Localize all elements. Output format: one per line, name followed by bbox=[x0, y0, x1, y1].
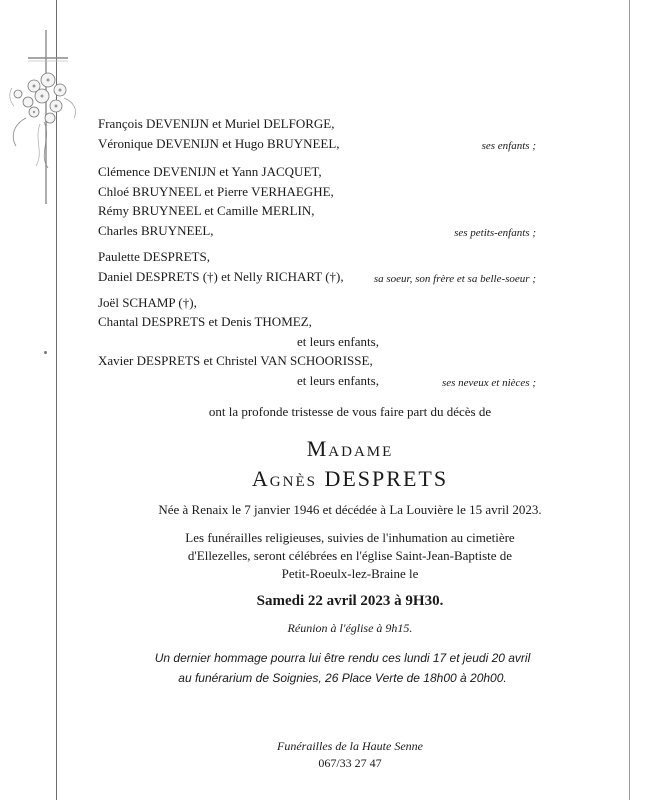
hommage-line: Un dernier hommage pourra lui être rendu ces lundi 17 et jeudi 20 avril bbox=[154, 651, 531, 665]
margin-dot bbox=[44, 351, 47, 354]
funeral-home-name: Funérailles de la Haute Senne bbox=[277, 739, 423, 753]
family-line: Daniel DESPRETS (†) et Nelly RICHART (†), bbox=[98, 269, 344, 284]
deceased-surname: DESPRETS bbox=[324, 466, 449, 491]
deceased-name bbox=[100, 466, 600, 492]
family-line: François DEVENIJN et Muriel DELFORGE, bbox=[98, 116, 335, 131]
family-line: et leurs enfants, bbox=[297, 373, 379, 388]
family-line: Charles BRUYNEEL, bbox=[98, 223, 214, 238]
deceased-title: Madame bbox=[306, 436, 394, 461]
deceased-given-name: Agnès bbox=[251, 466, 317, 491]
funeral-line: Petit-Roeulx-lez-Braine le bbox=[281, 566, 419, 581]
funeral-date: Samedi 22 avril 2023 à 9H30. bbox=[256, 593, 444, 609]
relation-label: ses petits-enfants ; bbox=[454, 227, 536, 239]
announcement-text: ont la profonde tristesse de vous faire part du décès de bbox=[208, 404, 492, 419]
birth-death-text: Née à Renaix le 7 janvier 1946 et décédée à La Louvière le 15 avril 2023. bbox=[158, 502, 542, 517]
reunion-text: Réunion à l'église à 9h15. bbox=[287, 621, 413, 635]
family-line: Xavier DESPRETS et Christel VAN SCHOORISSE, bbox=[98, 353, 373, 368]
relation-label: ses neveux et nièces ; bbox=[441, 377, 536, 389]
relation-label: sa soeur, son frère et sa belle-soeur ; bbox=[373, 273, 536, 285]
family-line: Rémy BRUYNEEL et Camille MERLIN, bbox=[98, 203, 315, 218]
cross-flowers-icon bbox=[4, 28, 88, 206]
funeral-line: d'Ellezelles, seront célébrées en l'église Saint-Jean-Baptiste de bbox=[187, 548, 513, 563]
funeral-line: Les funérailles religieuses, suivies de l'inhumation au cimetière bbox=[185, 530, 515, 545]
family-line: Chloé BRUYNEEL et Pierre VERHAEGHE, bbox=[98, 184, 334, 199]
relation-label: ses enfants ; bbox=[481, 140, 536, 152]
family-line: Chantal DESPRETS et Denis THOMEZ, bbox=[98, 314, 312, 329]
funeral-home-phone: 067/33 27 47 bbox=[318, 756, 382, 770]
family-line: Clémence DEVENIJN et Yann JACQUET, bbox=[98, 164, 322, 179]
family-line: et leurs enfants, bbox=[297, 334, 379, 349]
family-line: Paulette DESPRETS, bbox=[98, 249, 210, 264]
family-line: Joël SCHAMP (†), bbox=[98, 295, 197, 310]
hommage-line: au funérarium de Soignies, 26 Place Verte de 18h00 à 20h00. bbox=[178, 671, 507, 685]
family-line: Véronique DEVENIJN et Hugo BRUYNEEL, bbox=[98, 136, 340, 151]
right-border-line bbox=[629, 0, 630, 800]
